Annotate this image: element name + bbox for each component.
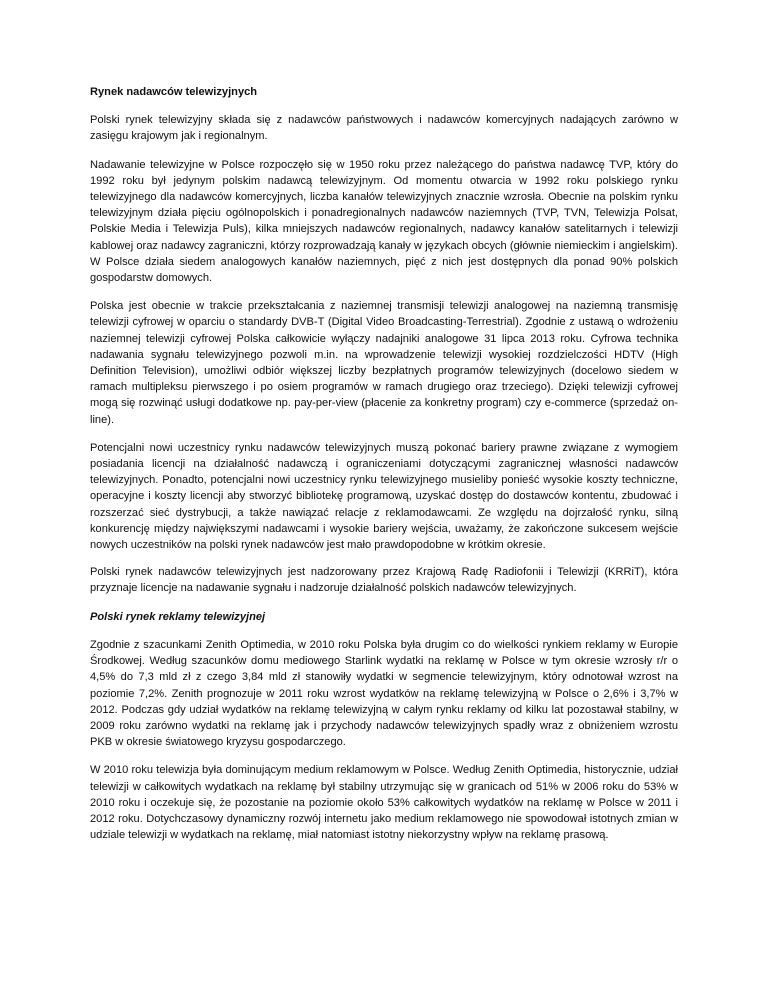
paragraph: Zgodnie z szacunkami Zenith Optimedia, w 2010 roku Polska była drugim co do wielkości rynkiem reklamy w Europie Środkowej. Według szacunków domu mediowego Starlink wydatki na reklamę w Polsce w tym okresie wzrosły r/r o 4,5% do 7,3 mld zł z czego 3,84 mld zł stanowiły wydatki w segmencie telewizyjnym, który odnotował wzrost na poziomie 7,2%. Zenith prognozuje w 2011 roku wzrost wydatków na reklamę telewizyjną w Polsce o 2,6% i 3,7% w 2012. Podczas gdy udział wydatków na reklamę telewizyjną w całym rynku reklamy od kilku lat pozostawał stabilny, w 2009 roku zarówno wydatki na reklamę jak i przychody nadawców telewizyjnych spadły wraz z obniżeniem wzrostu PKB w okresie światowego kryzysu gospodarczego. [90,638,678,749]
paragraph: Potencjalni nowi uczestnicy rynku nadawców telewizyjnych muszą pokonać bariery prawne związane z wymogiem posiadania licencji na działalność nadawczą i ograniczeniami dotyczącymi zagranicznej własności nadawców telewizyjnych. Ponadto, potencjalni nowi uczestnicy rynku telewizyjnego musieliby ponieść wysokie koszty techniczne, operacyjne i koszty licencji aby stworzyć bibliotekę programową, uzyskać dostęp do dostawców kontentu, zbudować i rozszerzać sieć dystrybucji, a także nawiązać relacje z reklamodawcami. Ze względu na dojrzałość rynku, silną konkurencję między największymi nadawcami i wysokie bariery wejścia, uważamy, że zakończone sukcesem wejście nowych uczestników na polski rynek nadawców jest mało prawdopodobne w krótkim okresie. [90,441,678,552]
paragraph: Polski rynek telewizyjny składa się z nadawców państwowych i nadawców komercyjnych nadających zarówno w zasięgu krajowym jak i regionalnym. [90,114,678,143]
document-page [90,84,678,855]
section-heading-tv-broadcasters: Rynek nadawców telewizyjnych [90,86,258,98]
paragraph: W 2010 roku telewizja była dominującym medium reklamowym w Polsce. Według Zenith Optimedia, historycznie, udział telewizji w całkowitych wydatkach na reklamę był stabilny utrzymując się w granicach od 51% w 2006 roku do 53% w 2010 roku i oczekuje się, że pozostanie na poziomie około 53% całkowitych wydatków na reklamę w Polsce w 2011 i 2012 roku. Dotychczasowy dynamiczny rozwój internetu jako medium reklamowego nie spowodował istotnych zmian w udziale telewizji w wydatkach na reklamę, miał natomiast istotny niekorzystny wpływ na reklamę prasową. [90,764,678,842]
paragraph: Nadawanie telewizyjne w Polsce rozpoczęło się w 1950 roku przez należącego do państwa nadawcę TVP, który do 1992 roku był jedynym polskim nadawcą telewizyjnym. Od momentu otwarcia w 1992 roku polskiego rynku telewizyjnego dla nadawców komercyjnych, liczba kanałów telewizyjnych znacznie wzrosła. Obecnie na polskim rynku telewizyjnym działa pięciu ogólnopolskich i ponadregionalnych nadawców naziemnych (TVP, TVN, Telewizja Polsat, Polskie Media i Telewizja Puls), kilka mniejszych nadawców regionalnych, nadawcy kanałów satelitarnych i telewizji kablowej oraz nadawcy zagraniczni, którzy rozprowadzają kanały w językach obcych (głównie niemieckim i angielskim). W Polsce działa siedem analogowych kanałów naziemnych, pięć z nich jest dostępnych dla ponad 90% polskich gospodarstw domowych. [90,158,678,285]
section-heading-tv-advertising: Polski rynek reklamy telewizyjnej [90,610,266,623]
paragraph: Polska jest obecnie w trakcie przekształcania z naziemnej transmisji telewizji analogowej na naziemną transmisję telewizji cyfrowej w oparciu o standardy DVB-T (Digital Video Broadcasting-Terrestrial). Zgodnie z ustawą o wdrożeniu naziemnej telewizji cyfrowej Polska całkowicie wyłączy nadajniki analogowe 31 lipca 2013 roku. Cyfrowa technika nadawania sygnału telewizyjnego pozwoli m.in. na wprowadzenie telewizji wysokiej rozdzielczości HDTV (High Definition Television), umożliwi odbiór większej liczby bezpłatnych programów telewizyjnych (docelowo siedem w ramach multipleksu pierwszego i po osiem programów w ramach drugiego oraz trzeciego). Dzięki telewizji cyfrowej mogą się rozwinąć usługi dodatkowe np. pay-per-view (płacenie za konkretny program) czy e-commerce (sprzedaż on-line). [90,300,678,426]
paragraph: Polski rynek nadawców telewizyjnych jest nadzorowany przez Krajową Radę Radiofonii i Telewizji (KRRiT), która przyznaje licencje na nadawanie sygnału i nadzoruje działalność polskich nadawców telewizyjnych. [90,566,678,595]
